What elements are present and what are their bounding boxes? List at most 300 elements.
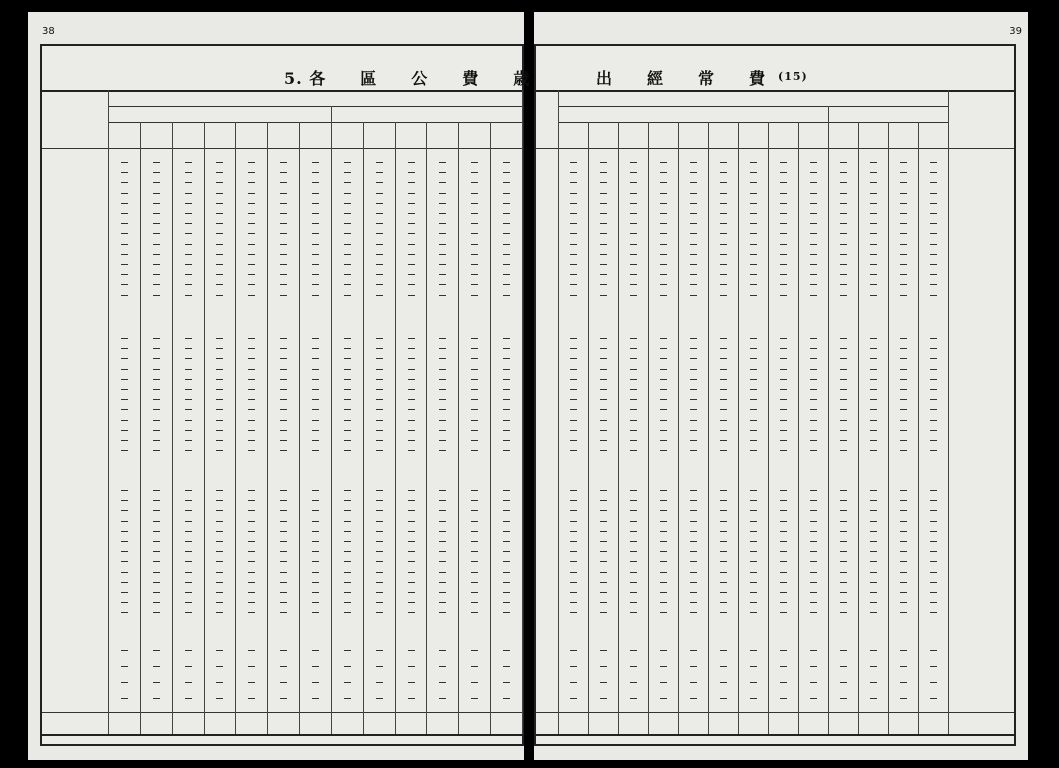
empty-cell-dash: [439, 193, 446, 194]
empty-cell-dash: [930, 193, 937, 194]
empty-cell-dash: [248, 223, 255, 224]
empty-cell-dash: [780, 521, 787, 522]
empty-cell-dash: [600, 541, 607, 542]
empty-cell-dash: [660, 572, 667, 573]
empty-cell-dash: [840, 582, 847, 583]
empty-cell-dash: [600, 274, 607, 275]
empty-cell-dash: [900, 531, 907, 532]
empty-cell-dash: [312, 223, 319, 224]
empty-cell-dash: [376, 420, 383, 421]
empty-cell-dash: [780, 420, 787, 421]
empty-cell-dash: [900, 698, 907, 699]
empty-cell-dash: [248, 389, 255, 390]
empty-cell-dash: [248, 541, 255, 542]
empty-cell-dash: [153, 233, 160, 234]
empty-cell-dash: [660, 409, 667, 410]
empty-cell-dash: [312, 172, 319, 173]
empty-cell-dash: [720, 430, 727, 431]
empty-cell-dash: [471, 612, 478, 613]
empty-cell-dash: [376, 182, 383, 183]
empty-cell-dash: [810, 420, 817, 421]
empty-cell-dash: [570, 510, 577, 511]
empty-cell-dash: [660, 244, 667, 245]
empty-cell-dash: [503, 244, 510, 245]
empty-cell-dash: [840, 572, 847, 573]
empty-cell-dash: [570, 572, 577, 573]
empty-cell-dash: [570, 582, 577, 583]
column-rule: [331, 122, 332, 734]
empty-cell-dash: [185, 572, 192, 573]
empty-cell-dash: [660, 450, 667, 451]
empty-cell-dash: [121, 409, 128, 410]
empty-cell-dash: [408, 399, 415, 400]
empty-cell-dash: [780, 338, 787, 339]
empty-cell-dash: [121, 254, 128, 255]
empty-cell-dash: [439, 551, 446, 552]
empty-cell-dash: [153, 666, 160, 667]
empty-cell-dash: [216, 521, 223, 522]
empty-cell-dash: [660, 295, 667, 296]
empty-cell-dash: [408, 582, 415, 583]
empty-cell-dash: [630, 193, 637, 194]
empty-cell-dash: [471, 295, 478, 296]
empty-cell-dash: [376, 254, 383, 255]
empty-cell-dash: [121, 572, 128, 573]
empty-cell-dash: [930, 358, 937, 359]
empty-cell-dash: [344, 650, 351, 651]
empty-cell-dash: [720, 682, 727, 683]
empty-cell-dash: [810, 541, 817, 542]
empty-cell-dash: [471, 541, 478, 542]
empty-cell-dash: [121, 264, 128, 265]
empty-cell-dash: [121, 450, 128, 451]
empty-cell-dash: [630, 551, 637, 552]
empty-cell-dash: [750, 348, 757, 349]
empty-cell-dash: [780, 203, 787, 204]
empty-cell-dash: [600, 551, 607, 552]
empty-cell-dash: [840, 358, 847, 359]
empty-cell-dash: [600, 233, 607, 234]
empty-cell-dash: [750, 521, 757, 522]
empty-cell-dash: [408, 203, 415, 204]
empty-cell-dash: [720, 666, 727, 667]
empty-cell-dash: [121, 213, 128, 214]
column-header: [459, 125, 489, 147]
empty-cell-dash: [503, 440, 510, 441]
empty-cell-dash: [185, 182, 192, 183]
empty-cell-dash: [750, 193, 757, 194]
empty-cell-dash: [216, 450, 223, 451]
empty-cell-dash: [840, 561, 847, 562]
empty-cell-dash: [376, 698, 383, 699]
empty-cell-dash: [630, 698, 637, 699]
empty-cell-dash: [248, 682, 255, 683]
empty-cell-dash: [570, 254, 577, 255]
empty-cell-dash: [503, 602, 510, 603]
empty-cell-dash: [870, 682, 877, 683]
empty-cell-dash: [930, 490, 937, 491]
empty-cell-dash: [503, 582, 510, 583]
empty-cell-dash: [216, 531, 223, 532]
empty-cell-dash: [870, 531, 877, 532]
empty-cell-dash: [280, 541, 287, 542]
empty-cell-dash: [248, 698, 255, 699]
empty-cell-dash: [660, 338, 667, 339]
column-header: [396, 125, 426, 147]
empty-cell-dash: [408, 223, 415, 224]
empty-cell-dash: [312, 541, 319, 542]
empty-cell-dash: [840, 602, 847, 603]
empty-cell-dash: [750, 223, 757, 224]
empty-cell-dash: [660, 592, 667, 593]
empty-cell-dash: [600, 650, 607, 651]
empty-cell-dash: [810, 358, 817, 359]
empty-cell-dash: [630, 612, 637, 613]
empty-cell-dash: [780, 223, 787, 224]
empty-cell-dash: [503, 182, 510, 183]
empty-cell-dash: [216, 612, 223, 613]
empty-cell-dash: [153, 338, 160, 339]
empty-cell-dash: [810, 338, 817, 339]
empty-cell-dash: [600, 182, 607, 183]
empty-cell-dash: [185, 582, 192, 583]
empty-cell-dash: [312, 295, 319, 296]
empty-cell-dash: [153, 409, 160, 410]
empty-cell-dash: [312, 682, 319, 683]
empty-cell-dash: [690, 264, 697, 265]
empty-cell-dash: [408, 409, 415, 410]
column-rule: [426, 122, 427, 734]
empty-cell-dash: [471, 274, 478, 275]
empty-cell-dash: [570, 490, 577, 491]
empty-cell-dash: [690, 379, 697, 380]
column-rule: [888, 122, 889, 734]
empty-cell-dash: [630, 274, 637, 275]
empty-cell-dash: [408, 348, 415, 349]
empty-cell-dash: [439, 531, 446, 532]
empty-cell-dash: [503, 450, 510, 451]
empty-cell-dash: [600, 430, 607, 431]
empty-cell-dash: [503, 223, 510, 224]
empty-cell-dash: [185, 592, 192, 593]
empty-cell-dash: [660, 698, 667, 699]
empty-cell-dash: [312, 399, 319, 400]
empty-cell-dash: [840, 650, 847, 651]
empty-cell-dash: [344, 541, 351, 542]
empty-cell-dash: [376, 389, 383, 390]
empty-cell-dash: [930, 295, 937, 296]
empty-cell-dash: [870, 409, 877, 410]
empty-cell-dash: [750, 666, 757, 667]
empty-cell-dash: [312, 531, 319, 532]
empty-cell-dash: [570, 193, 577, 194]
empty-cell-dash: [600, 254, 607, 255]
empty-cell-dash: [408, 172, 415, 173]
empty-cell-dash: [810, 193, 817, 194]
empty-cell-dash: [660, 430, 667, 431]
empty-cell-dash: [344, 521, 351, 522]
empty-cell-dash: [930, 582, 937, 583]
empty-cell-dash: [690, 450, 697, 451]
empty-cell-dash: [750, 182, 757, 183]
empty-cell-dash: [780, 369, 787, 370]
empty-cell-dash: [780, 379, 787, 380]
empty-cell-dash: [121, 490, 128, 491]
column-rule: [708, 122, 709, 734]
empty-cell-dash: [810, 510, 817, 511]
empty-cell-dash: [344, 561, 351, 562]
empty-cell-dash: [600, 223, 607, 224]
empty-cell-dash: [280, 233, 287, 234]
empty-cell-dash: [185, 561, 192, 562]
empty-cell-dash: [153, 551, 160, 552]
empty-cell-dash: [248, 274, 255, 275]
empty-cell-dash: [870, 203, 877, 204]
empty-cell-dash: [840, 223, 847, 224]
empty-cell-dash: [153, 561, 160, 562]
empty-cell-dash: [185, 172, 192, 173]
empty-cell-dash: [780, 450, 787, 451]
empty-cell-dash: [248, 162, 255, 163]
empty-cell-dash: [750, 203, 757, 204]
empty-cell-dash: [810, 409, 817, 410]
header-rule: [536, 148, 1014, 149]
empty-cell-dash: [439, 369, 446, 370]
empty-cell-dash: [185, 666, 192, 667]
empty-cell-dash: [121, 274, 128, 275]
empty-cell-dash: [376, 650, 383, 651]
empty-cell-dash: [216, 264, 223, 265]
empty-cell-dash: [121, 233, 128, 234]
empty-cell-dash: [471, 666, 478, 667]
column-rule: [798, 122, 799, 734]
empty-cell-dash: [408, 213, 415, 214]
empty-cell-dash: [630, 490, 637, 491]
column-header: [268, 125, 298, 147]
empty-cell-dash: [216, 389, 223, 390]
empty-cell-dash: [471, 592, 478, 593]
column-rule: [490, 122, 491, 734]
empty-cell-dash: [216, 551, 223, 552]
empty-cell-dash: [690, 592, 697, 593]
empty-cell-dash: [870, 420, 877, 421]
empty-cell-dash: [280, 551, 287, 552]
empty-cell-dash: [153, 295, 160, 296]
empty-cell-dash: [312, 182, 319, 183]
empty-cell-dash: [600, 561, 607, 562]
empty-cell-dash: [471, 348, 478, 349]
empty-cell-dash: [153, 348, 160, 349]
title-suffix: (15): [778, 70, 808, 83]
empty-cell-dash: [660, 369, 667, 370]
empty-cell-dash: [690, 572, 697, 573]
empty-cell-dash: [810, 531, 817, 532]
empty-cell-dash: [660, 500, 667, 501]
empty-cell-dash: [630, 582, 637, 583]
empty-cell-dash: [600, 572, 607, 573]
page-number-left: 38: [42, 26, 55, 37]
empty-cell-dash: [870, 521, 877, 522]
empty-cell-dash: [185, 162, 192, 163]
empty-cell-dash: [503, 572, 510, 573]
empty-cell-dash: [280, 500, 287, 501]
empty-cell-dash: [780, 233, 787, 234]
empty-cell-dash: [408, 440, 415, 441]
empty-cell-dash: [344, 274, 351, 275]
empty-cell-dash: [185, 389, 192, 390]
empty-cell-dash: [840, 698, 847, 699]
empty-cell-dash: [121, 698, 128, 699]
empty-cell-dash: [570, 521, 577, 522]
empty-cell-dash: [810, 254, 817, 255]
right-page: [534, 12, 1028, 760]
empty-cell-dash: [280, 440, 287, 441]
empty-cell-dash: [690, 510, 697, 511]
empty-cell-dash: [870, 602, 877, 603]
empty-cell-dash: [780, 254, 787, 255]
empty-cell-dash: [660, 379, 667, 380]
empty-cell-dash: [720, 500, 727, 501]
empty-cell-dash: [153, 213, 160, 214]
empty-cell-dash: [376, 572, 383, 573]
empty-cell-dash: [121, 602, 128, 603]
empty-cell-dash: [312, 420, 319, 421]
empty-cell-dash: [376, 369, 383, 370]
empty-cell-dash: [750, 399, 757, 400]
empty-cell-dash: [720, 172, 727, 173]
empty-cell-dash: [930, 612, 937, 613]
column-rule: [172, 122, 173, 734]
empty-cell-dash: [248, 233, 255, 234]
empty-cell-dash: [780, 172, 787, 173]
column-rule: [267, 122, 268, 734]
empty-cell-dash: [216, 244, 223, 245]
empty-cell-dash: [344, 592, 351, 593]
empty-cell-dash: [185, 244, 192, 245]
empty-cell-dash: [503, 172, 510, 173]
empty-cell-dash: [439, 450, 446, 451]
empty-cell-dash: [248, 666, 255, 667]
empty-cell-dash: [690, 612, 697, 613]
empty-cell-dash: [660, 274, 667, 275]
empty-cell-dash: [600, 698, 607, 699]
empty-cell-dash: [840, 490, 847, 491]
empty-cell-dash: [810, 274, 817, 275]
empty-cell-dash: [570, 348, 577, 349]
empty-cell-dash: [376, 440, 383, 441]
empty-cell-dash: [690, 203, 697, 204]
column-rule: [828, 122, 829, 734]
empty-cell-dash: [216, 650, 223, 651]
empty-cell-dash: [185, 399, 192, 400]
empty-cell-dash: [720, 233, 727, 234]
empty-cell-dash: [185, 500, 192, 501]
column-header: [679, 125, 707, 147]
empty-cell-dash: [185, 541, 192, 542]
empty-cell-dash: [810, 182, 817, 183]
empty-cell-dash: [216, 274, 223, 275]
empty-cell-dash: [840, 162, 847, 163]
empty-cell-dash: [439, 254, 446, 255]
empty-cell-dash: [840, 193, 847, 194]
empty-cell-dash: [376, 541, 383, 542]
empty-cell-dash: [216, 582, 223, 583]
empty-cell-dash: [121, 223, 128, 224]
empty-cell-dash: [503, 399, 510, 400]
empty-cell-dash: [439, 541, 446, 542]
empty-cell-dash: [600, 162, 607, 163]
empty-cell-dash: [248, 510, 255, 511]
empty-cell-dash: [503, 369, 510, 370]
empty-cell-dash: [720, 203, 727, 204]
empty-cell-dash: [900, 244, 907, 245]
empty-cell-dash: [600, 420, 607, 421]
empty-cell-dash: [408, 551, 415, 552]
empty-cell-dash: [153, 244, 160, 245]
empty-cell-dash: [570, 682, 577, 683]
empty-cell-dash: [600, 244, 607, 245]
empty-cell-dash: [503, 500, 510, 501]
empty-cell-dash: [840, 172, 847, 173]
empty-cell-dash: [690, 213, 697, 214]
empty-cell-dash: [780, 666, 787, 667]
empty-cell-dash: [660, 602, 667, 603]
empty-cell-dash: [810, 244, 817, 245]
empty-cell-dash: [930, 264, 937, 265]
empty-cell-dash: [153, 420, 160, 421]
empty-cell-dash: [216, 666, 223, 667]
empty-cell-dash: [439, 420, 446, 421]
empty-cell-dash: [121, 531, 128, 532]
empty-cell-dash: [870, 182, 877, 183]
header-rule: [558, 106, 948, 107]
empty-cell-dash: [570, 223, 577, 224]
empty-cell-dash: [121, 666, 128, 667]
column-rule: [738, 122, 739, 734]
empty-cell-dash: [930, 162, 937, 163]
empty-cell-dash: [185, 254, 192, 255]
column-rule: [858, 122, 859, 734]
empty-cell-dash: [312, 348, 319, 349]
empty-cell-dash: [750, 602, 757, 603]
empty-cell-dash: [870, 233, 877, 234]
empty-cell-dash: [840, 440, 847, 441]
empty-cell-dash: [690, 531, 697, 532]
empty-cell-dash: [376, 203, 383, 204]
empty-cell-dash: [840, 284, 847, 285]
empty-cell-dash: [870, 582, 877, 583]
empty-cell-dash: [185, 490, 192, 491]
empty-cell-dash: [153, 531, 160, 532]
empty-cell-dash: [121, 650, 128, 651]
empty-cell-dash: [870, 666, 877, 667]
empty-cell-dash: [720, 274, 727, 275]
empty-cell-dash: [900, 389, 907, 390]
empty-cell-dash: [503, 490, 510, 491]
empty-cell-dash: [503, 409, 510, 410]
empty-cell-dash: [280, 561, 287, 562]
empty-cell-dash: [660, 582, 667, 583]
empty-cell-dash: [870, 500, 877, 501]
empty-cell-dash: [660, 284, 667, 285]
empty-cell-dash: [312, 213, 319, 214]
empty-cell-dash: [280, 572, 287, 573]
empty-cell-dash: [376, 561, 383, 562]
empty-cell-dash: [344, 682, 351, 683]
empty-cell-dash: [780, 213, 787, 214]
empty-cell-dash: [690, 666, 697, 667]
empty-cell-dash: [570, 650, 577, 651]
